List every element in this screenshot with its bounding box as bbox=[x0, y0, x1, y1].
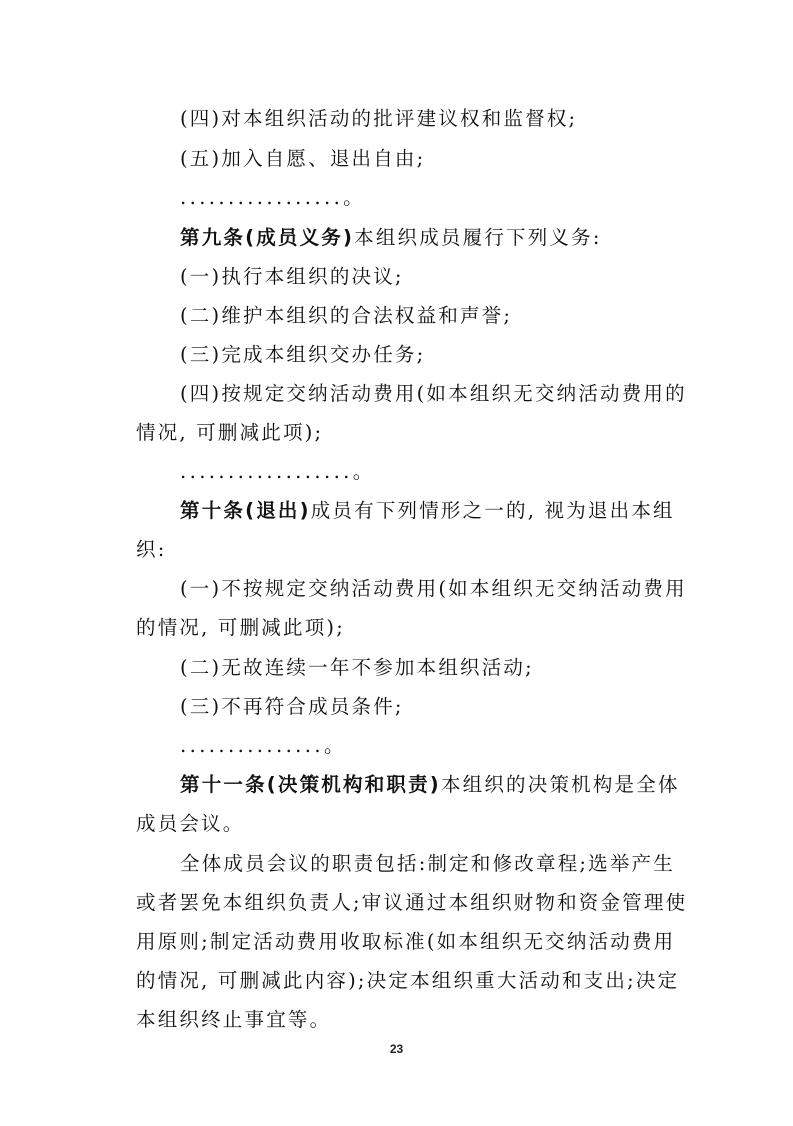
exit-item-2: (二)无故连续一年不参加本组织活动; bbox=[180, 656, 534, 679]
right-item-4: (四)对本组织活动的批评建议权和监督权; bbox=[180, 107, 578, 130]
article-9-title: 第九条(成员义务) bbox=[180, 226, 355, 249]
exit-item-1: (一)不按规定交纳活动费用(如本组织无交纳活动费用 bbox=[180, 577, 687, 600]
article-10-text: 成员有下列情形之一的, 视为退出本组 bbox=[310, 499, 675, 522]
duties-paragraph-line-4: 的情况, 可删减此内容);决定本组织重大活动和支出;决定 bbox=[136, 969, 680, 992]
duty-item-1: (一)执行本组织的决议; bbox=[180, 265, 404, 288]
article-10-cont: 织: bbox=[136, 538, 167, 561]
duty-item-3: (三)完成本组织交办任务; bbox=[180, 343, 426, 366]
duties-paragraph-line-5: 本组织终止事宜等。 bbox=[136, 1008, 332, 1031]
article-9 bbox=[180, 226, 602, 250]
article-11-cont: 成员会议。 bbox=[136, 812, 245, 835]
ellipsis-line: .................。 bbox=[180, 186, 367, 209]
article-11-title: 第十一条(决策机构和职责) bbox=[180, 773, 441, 796]
article-11-text: 本组织的决策机构是全体 bbox=[440, 773, 680, 796]
right-item-5: (五)加入自愿、退出自由; bbox=[180, 147, 426, 170]
duty-item-4-cont: 情况, 可删减此项); bbox=[136, 421, 324, 444]
duties-paragraph-line-3: 用原则;制定活动费用收取标准(如本组织无交纳活动费用 bbox=[136, 930, 676, 953]
page-number: 23 bbox=[389, 1042, 404, 1056]
article-10-title: 第十条(退出) bbox=[180, 499, 311, 522]
article-11 bbox=[180, 773, 680, 797]
duties-paragraph-line-2: 或者罢免本组织负责人;审议通过本组织财物和资金管理使 bbox=[136, 891, 688, 914]
exit-item-1-cont: 的情况, 可删减此项); bbox=[136, 616, 345, 639]
duty-item-4: (四)按规定交纳活动费用(如本组织无交纳活动费用的 bbox=[180, 382, 687, 405]
article-9-text: 本组织成员履行下列义务: bbox=[354, 226, 602, 249]
duties-paragraph-line-1: 全体成员会议的职责包括:制定和修改章程;选举产生 bbox=[180, 852, 675, 875]
ellipsis-line: ...............。 bbox=[180, 734, 347, 757]
exit-item-3: (三)不再符合成员条件; bbox=[180, 695, 404, 718]
duty-item-2: (二)维护本组织的合法权益和声誉; bbox=[180, 304, 513, 327]
article-10 bbox=[180, 499, 675, 523]
ellipsis-line: ..................。 bbox=[180, 460, 376, 483]
